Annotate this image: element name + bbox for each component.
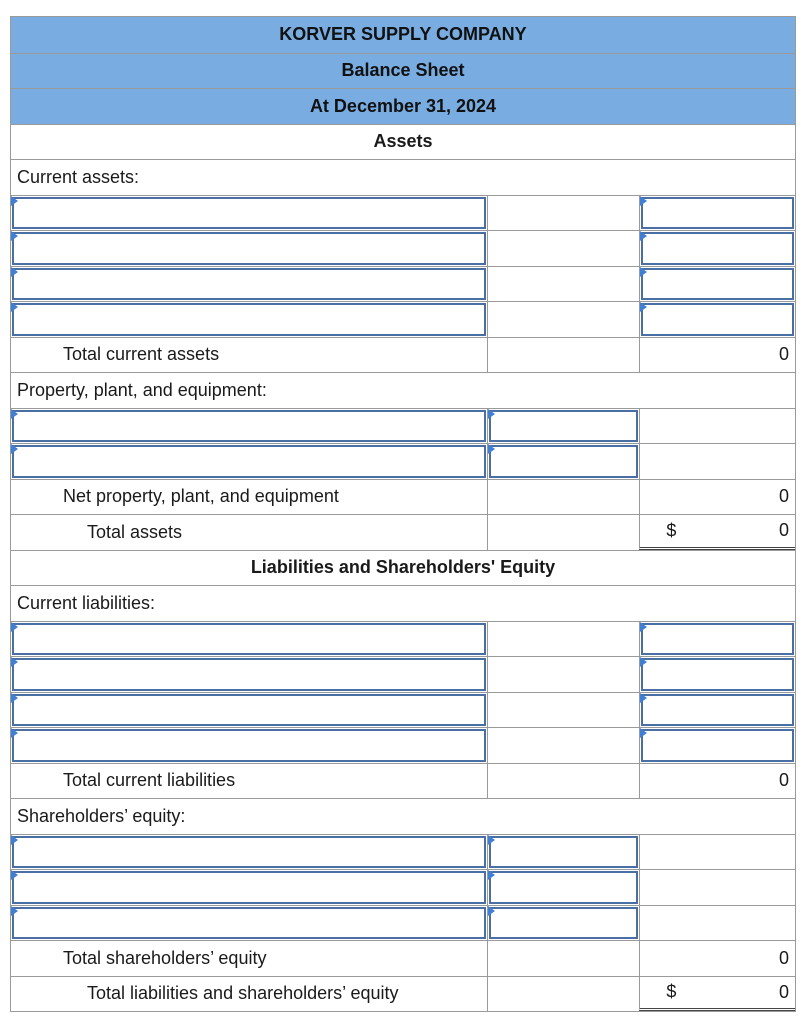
company-name: KORVER SUPPLY COMPANY <box>279 24 527 45</box>
current-assets-label: Current assets: <box>17 166 140 187</box>
equity-row <box>11 869 795 905</box>
current-asset-row <box>11 301 795 337</box>
current-asset-account-input[interactable] <box>12 303 486 336</box>
total-liabilities-equity-label: Total liabilities and shareholders’ equity <box>87 983 399 1004</box>
total-current-assets-value: 0 <box>778 344 789 365</box>
current-asset-amount-input[interactable] <box>641 268 794 301</box>
total-current-liabilities-row <box>11 763 795 799</box>
dropdown-marker-icon <box>488 870 495 880</box>
dropdown-marker-icon <box>11 622 18 632</box>
current-asset-account-input[interactable] <box>12 268 486 301</box>
dropdown-marker-icon <box>640 196 647 206</box>
net-ppe-row <box>11 479 795 515</box>
total-liabilities-equity-currency: $ <box>666 981 677 1002</box>
equity-amount-input[interactable] <box>489 871 639 904</box>
current-asset-amount-input[interactable] <box>641 303 794 336</box>
current-liabilities-label: Current liabilities: <box>17 592 156 613</box>
current-asset-row <box>11 266 795 302</box>
assets-heading: Assets <box>373 131 433 152</box>
current-asset-amount-input[interactable] <box>641 232 794 265</box>
total-assets-label: Total assets <box>87 521 183 542</box>
dropdown-marker-icon <box>11 835 18 845</box>
balance-sheet-table <box>10 16 796 1012</box>
current-liability-row <box>11 727 795 763</box>
dropdown-marker-icon <box>640 657 647 667</box>
total-current-assets-row <box>11 337 795 373</box>
ppe-label: Property, plant, and equipment: <box>17 379 267 400</box>
dropdown-marker-icon <box>488 835 495 845</box>
equity-row <box>11 834 795 870</box>
current-liability-amount-input[interactable] <box>641 623 794 656</box>
dropdown-marker-icon <box>640 267 647 277</box>
dropdown-marker-icon <box>11 444 18 454</box>
ppe-amount-input[interactable] <box>489 410 639 443</box>
current-liabilities-label-row <box>11 585 795 621</box>
dropdown-marker-icon <box>11 409 18 419</box>
dropdown-marker-icon <box>11 302 18 312</box>
dropdown-marker-icon <box>488 444 495 454</box>
equity-account-input[interactable] <box>12 907 486 940</box>
dropdown-marker-icon <box>640 728 647 738</box>
equity-amount-input[interactable] <box>489 836 639 869</box>
total-current-liabilities-label: Total current liabilities <box>63 770 236 791</box>
dropdown-marker-icon <box>11 870 18 880</box>
dropdown-marker-icon <box>640 302 647 312</box>
statement-title-row <box>11 53 795 89</box>
equity-account-input[interactable] <box>12 871 486 904</box>
net-ppe-value: 0 <box>778 486 789 507</box>
current-asset-amount-input[interactable] <box>641 197 794 230</box>
current-assets-label-row <box>11 159 795 195</box>
liabilities-heading-row <box>11 550 795 586</box>
liabilities-heading: Liabilities and Shareholders' Equity <box>250 557 556 578</box>
current-liability-account-input[interactable] <box>12 729 486 762</box>
dropdown-marker-icon <box>11 906 18 916</box>
dropdown-marker-icon <box>640 693 647 703</box>
statement-title: Balance Sheet <box>341 60 465 81</box>
total-liabilities-equity-value: 0 <box>778 981 789 1002</box>
dropdown-marker-icon <box>11 728 18 738</box>
equity-amount-input[interactable] <box>489 907 639 940</box>
current-liability-row <box>11 692 795 728</box>
statement-date-row <box>11 88 795 124</box>
dropdown-marker-icon <box>488 906 495 916</box>
total-liabilities-equity-row <box>11 976 795 1012</box>
company-name-row <box>11 17 795 53</box>
total-current-liabilities-value: 0 <box>778 770 789 791</box>
current-liability-amount-input[interactable] <box>641 694 794 727</box>
statement-date: At December 31, 2024 <box>309 95 497 116</box>
current-liability-account-input[interactable] <box>12 623 486 656</box>
ppe-label-row <box>11 372 795 408</box>
equity-account-input[interactable] <box>12 836 486 869</box>
current-asset-row <box>11 195 795 231</box>
current-asset-account-input[interactable] <box>12 197 486 230</box>
dropdown-marker-icon <box>488 409 495 419</box>
dropdown-marker-icon <box>11 231 18 241</box>
total-equity-label: Total shareholders’ equity <box>63 947 267 968</box>
current-liability-row <box>11 656 795 692</box>
dropdown-marker-icon <box>11 196 18 206</box>
ppe-row <box>11 443 795 479</box>
current-liability-amount-input[interactable] <box>641 658 794 691</box>
ppe-account-input[interactable] <box>12 410 486 443</box>
current-liability-amount-input[interactable] <box>641 729 794 762</box>
dropdown-marker-icon <box>11 693 18 703</box>
equity-label: Shareholders’ equity: <box>17 805 186 826</box>
equity-label-row <box>11 798 795 834</box>
net-ppe-label: Net property, plant, and equipment <box>63 486 339 507</box>
dropdown-marker-icon <box>640 231 647 241</box>
total-assets-row <box>11 514 795 550</box>
current-asset-row <box>11 230 795 266</box>
total-equity-value: 0 <box>778 947 789 968</box>
ppe-account-input[interactable] <box>12 445 486 478</box>
dropdown-marker-icon <box>640 622 647 632</box>
assets-heading-row <box>11 124 795 160</box>
dropdown-marker-icon <box>11 267 18 277</box>
current-liability-row <box>11 621 795 657</box>
total-current-assets-label: Total current assets <box>63 344 220 365</box>
total-equity-row <box>11 940 795 976</box>
ppe-row <box>11 408 795 444</box>
total-assets-value: 0 <box>778 520 789 541</box>
ppe-amount-input[interactable] <box>489 445 639 478</box>
total-assets-currency: $ <box>666 520 677 541</box>
current-liability-account-input[interactable] <box>12 658 486 691</box>
equity-row <box>11 905 795 941</box>
dropdown-marker-icon <box>11 657 18 667</box>
current-asset-account-input[interactable] <box>12 232 486 265</box>
current-liability-account-input[interactable] <box>12 694 486 727</box>
